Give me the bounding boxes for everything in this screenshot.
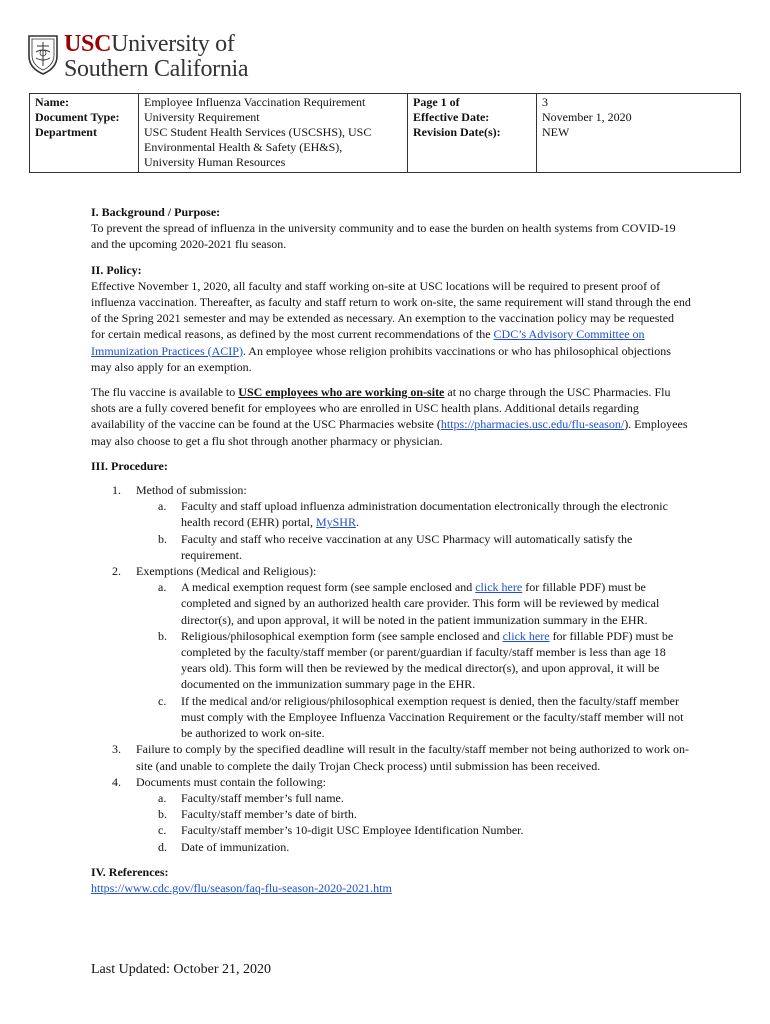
usc-logo	[26, 32, 248, 81]
background-text: To prevent the spread of influenza in the university community and to ease the burden on health systems from COVID-19 and the upcoming 2020-2021 flu season.	[91, 221, 676, 252]
policy-paragraph-1: Effective November 1, 2020, all faculty and staff working on-site at USC locations will be required to present proof of influenza vaccination. Thereafter, as faculty and staff return to work on-site, the same requirement will stand through the end of the Spring 2021 semester and may be extended as necessary. An exemption to the vaccination policy may be requested for certain medical reasons, as defined by the most current recommendations of the CDC’s Advisory Committee on Immunization Practices (ACIP). An employee whose religion prohibits vaccinations or who has philosophical objections may also apply for an exemption.	[91, 278, 691, 374]
department-value-line: University Human Resources	[144, 155, 286, 169]
policy-paragraph-2: The flu vaccine is available to USC employees who are working on-site at no charge through the USC Pharmacies. Flu shots are a fully covered benefit for employees who are enrolled in USC health plans. Additional details regarding availability of the vaccine can be found at the USC Pharmacies website (https://pharmacies.usc.edu/flu-season/). Employees may also choose to get a flu shot through another pharmacy or physician.	[91, 385, 688, 448]
effective-date-value: November 1, 2020	[542, 110, 632, 124]
procedure-list	[91, 482, 691, 855]
procedure-item	[91, 774, 691, 790]
revision-date-value: NEW	[542, 125, 570, 139]
procedure-subitem-text: Date of immunization.	[181, 839, 290, 854]
procedure-subitem	[91, 806, 691, 822]
last-updated: Last Updated: October 21, 2020	[91, 962, 272, 977]
procedure-subitem-text: A medical exemption request form (see sample enclosed and	[181, 580, 476, 595]
procedure-section	[91, 458, 691, 855]
header-values	[139, 94, 408, 173]
onsite-employees-emphasis: USC employees who are working on-site	[238, 385, 445, 400]
procedure-subitem-text-end: for fillable PDF) must be completed and signed by an authorized health care provider. This form will be reviewed by medical director(s), and upon approval, it will be noted in the patient immunization summary in the EHR.	[181, 580, 660, 627]
procedure-subitem	[91, 790, 691, 806]
references-title: IV. References:	[91, 864, 169, 879]
myshr-link[interactable]: MySHR	[315, 515, 356, 530]
acip-link[interactable]: CDC’s Advisory Committee on Immunization Practices (ACIP)	[91, 327, 645, 358]
procedure-subitem-text: Faculty and staff upload influenza administration documentation electronically through the electronic health record (EHR) portal,	[181, 499, 668, 530]
procedure-subitem-letter: b.	[158, 628, 167, 643]
procedure-subitem	[91, 822, 691, 838]
procedure-subitem	[91, 498, 691, 530]
background-section	[91, 204, 691, 253]
policy-section	[91, 262, 691, 449]
department-value-line: Environmental Health & Safety (EH&S),	[144, 140, 343, 154]
procedure-item-number: 1.	[112, 483, 121, 498]
procedure-subitem-text: Faculty/staff member’s date of birth.	[181, 807, 357, 822]
usc-seal-icon	[26, 32, 60, 76]
department-value-line: USC Student Health Services (USCSHS), USC	[144, 125, 372, 139]
procedure-subitem	[91, 531, 691, 563]
procedure-subitem-letter: c.	[158, 823, 167, 838]
procedure-item	[91, 482, 691, 498]
procedure-item-number: 3.	[112, 742, 121, 757]
procedure-subitem-letter: a.	[158, 499, 167, 514]
procedure-subitem	[91, 628, 691, 693]
page-count-value: 3	[542, 95, 548, 109]
procedure-subitem-letter: b.	[158, 807, 167, 822]
name-label: Name:	[35, 95, 69, 109]
document-type-label: Document Type:	[35, 110, 120, 124]
policy-title: II. Policy:	[91, 262, 142, 277]
procedure-subitem	[91, 839, 691, 855]
logo-university-of: University of	[111, 31, 235, 57]
cdc-faq-link[interactable]: https://www.cdc.gov/flu/season/faq-flu-season-2020-2021.htm	[91, 880, 392, 895]
procedure-subitem-text: Religious/philosophical exemption form (see sample enclosed and	[181, 628, 503, 643]
procedure-item-text: Failure to comply by the specified deadline will result in the faculty/staff member not being authorized to work on-site (and unable to complete the daily Trojan Check process) until submission has been received.	[136, 742, 689, 773]
procedure-item	[91, 563, 691, 579]
procedure-subitem-text: Faculty/staff member’s full name.	[181, 790, 344, 805]
procedure-subitem-letter: d.	[158, 839, 167, 854]
document-type-value: University Requirement	[144, 110, 260, 124]
header-meta-values	[537, 94, 741, 173]
header-meta-labels	[408, 94, 537, 173]
procedure-item-text: Exemptions (Medical and Religious):	[136, 564, 317, 579]
header-labels	[30, 94, 139, 173]
document-header-table	[29, 93, 741, 173]
procedure-subitem-letter: c.	[158, 693, 167, 708]
revision-date-label: Revision Date(s):	[413, 125, 501, 139]
procedure-subitem-text: If the medical and/or religious/philosophical exemption request is denied, then the faculty/staff member must comply with the Employee Influenza Vaccination Requirement or the faculty/staff member will not be authorized to work on-site.	[181, 693, 684, 741]
logo-southern-california: Southern California	[64, 56, 249, 82]
procedure-item-text: Documents must contain the following:	[136, 774, 326, 789]
procedure-item-text: Method of submission:	[136, 483, 247, 498]
procedure-item	[91, 741, 691, 773]
background-title: I. Background / Purpose:	[91, 205, 221, 219]
procedure-subitem-letter: a.	[158, 790, 167, 805]
click-here-link[interactable]: click here	[475, 580, 523, 595]
procedure-subitem-text: Faculty and staff who receive vaccination at any USC Pharmacy will automatically satisfy the requirement.	[181, 531, 633, 562]
click-here-link[interactable]: click here	[502, 628, 550, 643]
effective-date-label: Effective Date:	[413, 110, 490, 124]
procedure-item-number: 2.	[112, 564, 121, 579]
department-label: Department	[35, 125, 97, 139]
procedure-subitem	[91, 579, 691, 628]
document-body	[91, 204, 691, 896]
procedure-subitem	[91, 693, 691, 742]
procedure-subitem-text-end: .	[355, 515, 359, 530]
procedure-subitem-letter: a.	[158, 580, 167, 595]
page-label: Page 1 of	[413, 95, 460, 109]
procedure-title: III. Procedure:	[91, 458, 168, 473]
logo-brand: USC	[64, 31, 112, 57]
references-section	[91, 864, 691, 896]
procedure-item-number: 4.	[112, 774, 121, 789]
pharmacies-link[interactable]: https://pharmacies.usc.edu/flu-season/	[440, 417, 625, 432]
procedure-subitem-text-end: for fillable PDF) must be completed by the faculty/staff member (or parent/guardian if faculty/staff member is less than age 18 years old). This form will then be reviewed by the medical director(s), and upon approval, it will be documented on the immunization summary page in the EHR.	[181, 628, 674, 692]
name-value: Employee Influenza Vaccination Requirement	[144, 95, 366, 109]
procedure-subitem-letter: b.	[158, 531, 167, 546]
procedure-subitem-text: Faculty/staff member’s 10-digit USC Employee Identification Number.	[181, 823, 524, 838]
